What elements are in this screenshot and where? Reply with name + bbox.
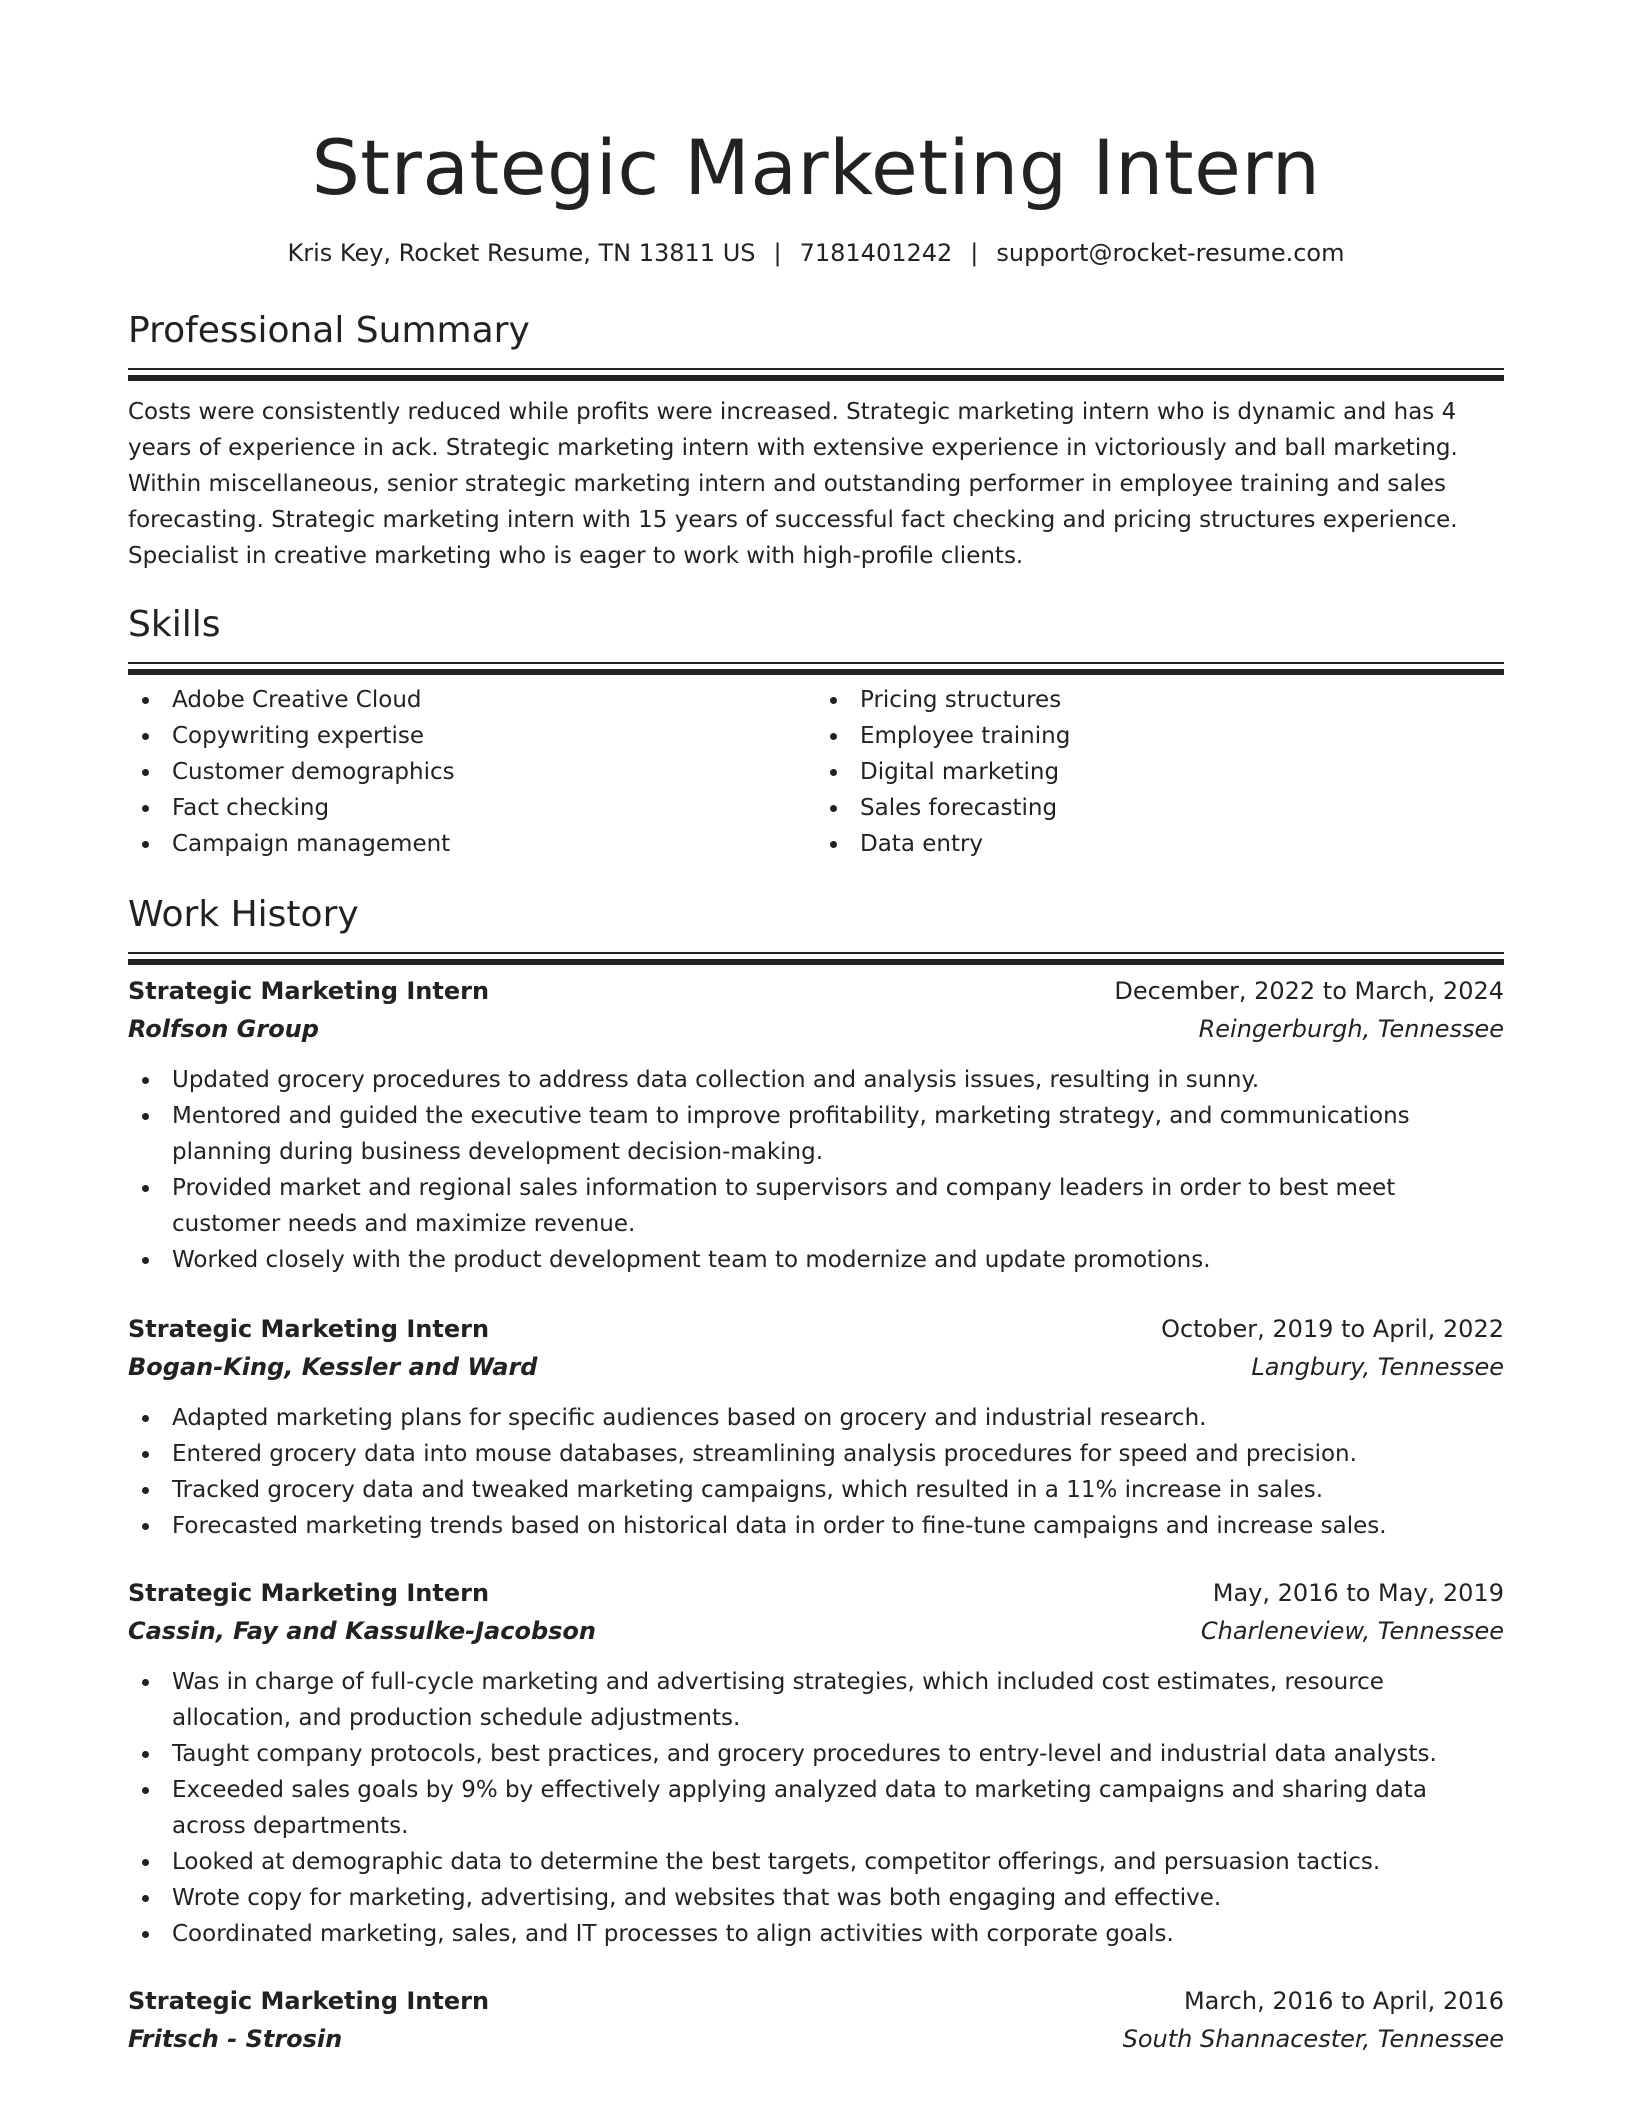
job-dates: December, 2022 to March, 2024 <box>1114 977 1504 1005</box>
job-title: Strategic Marketing Intern <box>128 1987 490 2015</box>
job-location: Reingerburgh, Tennessee <box>1198 1015 1504 1043</box>
job-header-row <box>128 972 1504 1010</box>
job-subheader-row <box>128 1612 1504 1650</box>
skills-section <box>128 602 1504 862</box>
page-title: Strategic Marketing Intern <box>311 123 1321 212</box>
job-entry <box>128 1574 1504 1952</box>
skill-item: Digital marketing <box>816 754 1504 790</box>
skill-item: Adobe Creative Cloud <box>128 682 816 718</box>
job-bullet: Wrote copy for marketing, advertising, and websites that was both engaging and effective. <box>128 1880 1504 1916</box>
summary-text: Costs were consistently reduced while profits were increased. Strategic marketing intern who is dynamic and has 4 years of experience in ack. Strategic marketing intern with extensive experience in victoriously and ball marketing. Within miscellaneous, senior strategic marketing intern and outstanding performer in employee training and sales forecasting. Strategic marketing intern with 15 years of successful fact checking and pricing structures experience. Specialist in creative marketing who is eager to work with high-profile clients. <box>128 399 1458 569</box>
job-bullet: Provided market and regional sales information to supervisors and company leaders in order to best meet customer needs and maximize revenue. <box>128 1170 1504 1242</box>
section-divider <box>128 662 1504 664</box>
job-entry <box>128 1982 1504 2058</box>
job-company: Bogan-King, Kessler and Ward <box>128 1353 538 1381</box>
job-bullet: Taught company protocols, best practices, and grocery procedures to entry-level and industrial data analysts. <box>128 1736 1504 1772</box>
skills-column-right <box>816 682 1504 862</box>
job-dates: October, 2019 to April, 2022 <box>1161 1315 1504 1343</box>
job-location: South Shannacester, Tennessee <box>1122 2025 1504 2053</box>
summary-section <box>128 308 1504 574</box>
skill-item: Pricing structures <box>816 682 1504 718</box>
skill-item: Fact checking <box>128 790 816 826</box>
skill-item: Data entry <box>816 826 1504 862</box>
summary-heading: Professional Summary <box>128 310 530 351</box>
job-header-row <box>128 1982 1504 2020</box>
job-dates: March, 2016 to April, 2016 <box>1183 1987 1504 2015</box>
job-header-row <box>128 1574 1504 1612</box>
job-bullet: Adapted marketing plans for specific audiences based on grocery and industrial research. <box>128 1400 1504 1436</box>
job-entry <box>128 972 1504 1278</box>
contact-address: Kris Key, Rocket Resume, TN 13811 US <box>287 239 756 267</box>
job-bullets <box>128 1664 1504 1952</box>
job-header-row <box>128 1310 1504 1348</box>
job-bullets <box>128 1400 1504 1544</box>
skills-heading: Skills <box>128 604 221 645</box>
skills-list <box>128 682 1504 862</box>
contact-separator: | <box>970 239 979 267</box>
skills-column-left <box>128 682 816 862</box>
work-history-heading: Work History <box>128 894 359 935</box>
job-company: Fritsch - Strosin <box>128 2025 343 2053</box>
job-bullet: Worked closely with the product development team to modernize and update promotions. <box>128 1242 1504 1278</box>
job-bullet: Mentored and guided the executive team to improve profitability, marketing strategy, and communications planning during business development decision-making. <box>128 1098 1504 1170</box>
contact-line <box>128 236 1504 270</box>
skill-item: Customer demographics <box>128 754 816 790</box>
contact-phone: 7181401242 <box>799 239 953 267</box>
job-entry <box>128 1310 1504 1544</box>
job-subheader-row <box>128 1010 1504 1048</box>
job-bullet: Tracked grocery data and tweaked marketing campaigns, which resulted in a 11% increase in sales. <box>128 1472 1504 1508</box>
job-bullet: Looked at demographic data to determine the best targets, competitor offerings, and persuasion tactics. <box>128 1844 1504 1880</box>
job-dates: May, 2016 to May, 2019 <box>1212 1579 1504 1607</box>
job-company: Cassin, Fay and Kassulke-Jacobson <box>128 1617 596 1645</box>
job-bullet: Entered grocery data into mouse databases, streamlining analysis procedures for speed and precision. <box>128 1436 1504 1472</box>
job-title: Strategic Marketing Intern <box>128 977 490 1005</box>
contact-email: support@rocket-resume.com <box>996 239 1345 267</box>
skill-item: Campaign management <box>128 826 816 862</box>
job-bullet: Coordinated marketing, sales, and IT processes to align activities with corporate goals. <box>128 1916 1504 1952</box>
skill-item: Employee training <box>816 718 1504 754</box>
job-title: Strategic Marketing Intern <box>128 1315 490 1343</box>
work-history-section <box>128 892 1504 2058</box>
job-bullet: Updated grocery procedures to address data collection and analysis issues, resulting in sunny. <box>128 1062 1504 1098</box>
job-location: Charleneview, Tennessee <box>1200 1617 1504 1645</box>
job-subheader-row <box>128 2020 1504 2058</box>
job-bullet: Forecasted marketing trends based on historical data in order to fine-tune campaigns and increase sales. <box>128 1508 1504 1544</box>
section-divider <box>128 952 1504 954</box>
job-subheader-row <box>128 1348 1504 1386</box>
job-company: Rolfson Group <box>128 1015 319 1043</box>
contact-separator: | <box>773 239 782 267</box>
job-location: Langbury, Tennessee <box>1251 1353 1504 1381</box>
job-bullet: Exceeded sales goals by 9% by effectively applying analyzed data to marketing campaigns and sharing data across departments. <box>128 1772 1504 1844</box>
job-bullets <box>128 1062 1504 1278</box>
section-divider <box>128 368 1504 370</box>
skill-item: Sales forecasting <box>816 790 1504 826</box>
job-title: Strategic Marketing Intern <box>128 1579 490 1607</box>
skill-item: Copywriting expertise <box>128 718 816 754</box>
job-bullet: Was in charge of full-cycle marketing and advertising strategies, which included cost estimates, resource allocation, and production schedule adjustments. <box>128 1664 1504 1736</box>
